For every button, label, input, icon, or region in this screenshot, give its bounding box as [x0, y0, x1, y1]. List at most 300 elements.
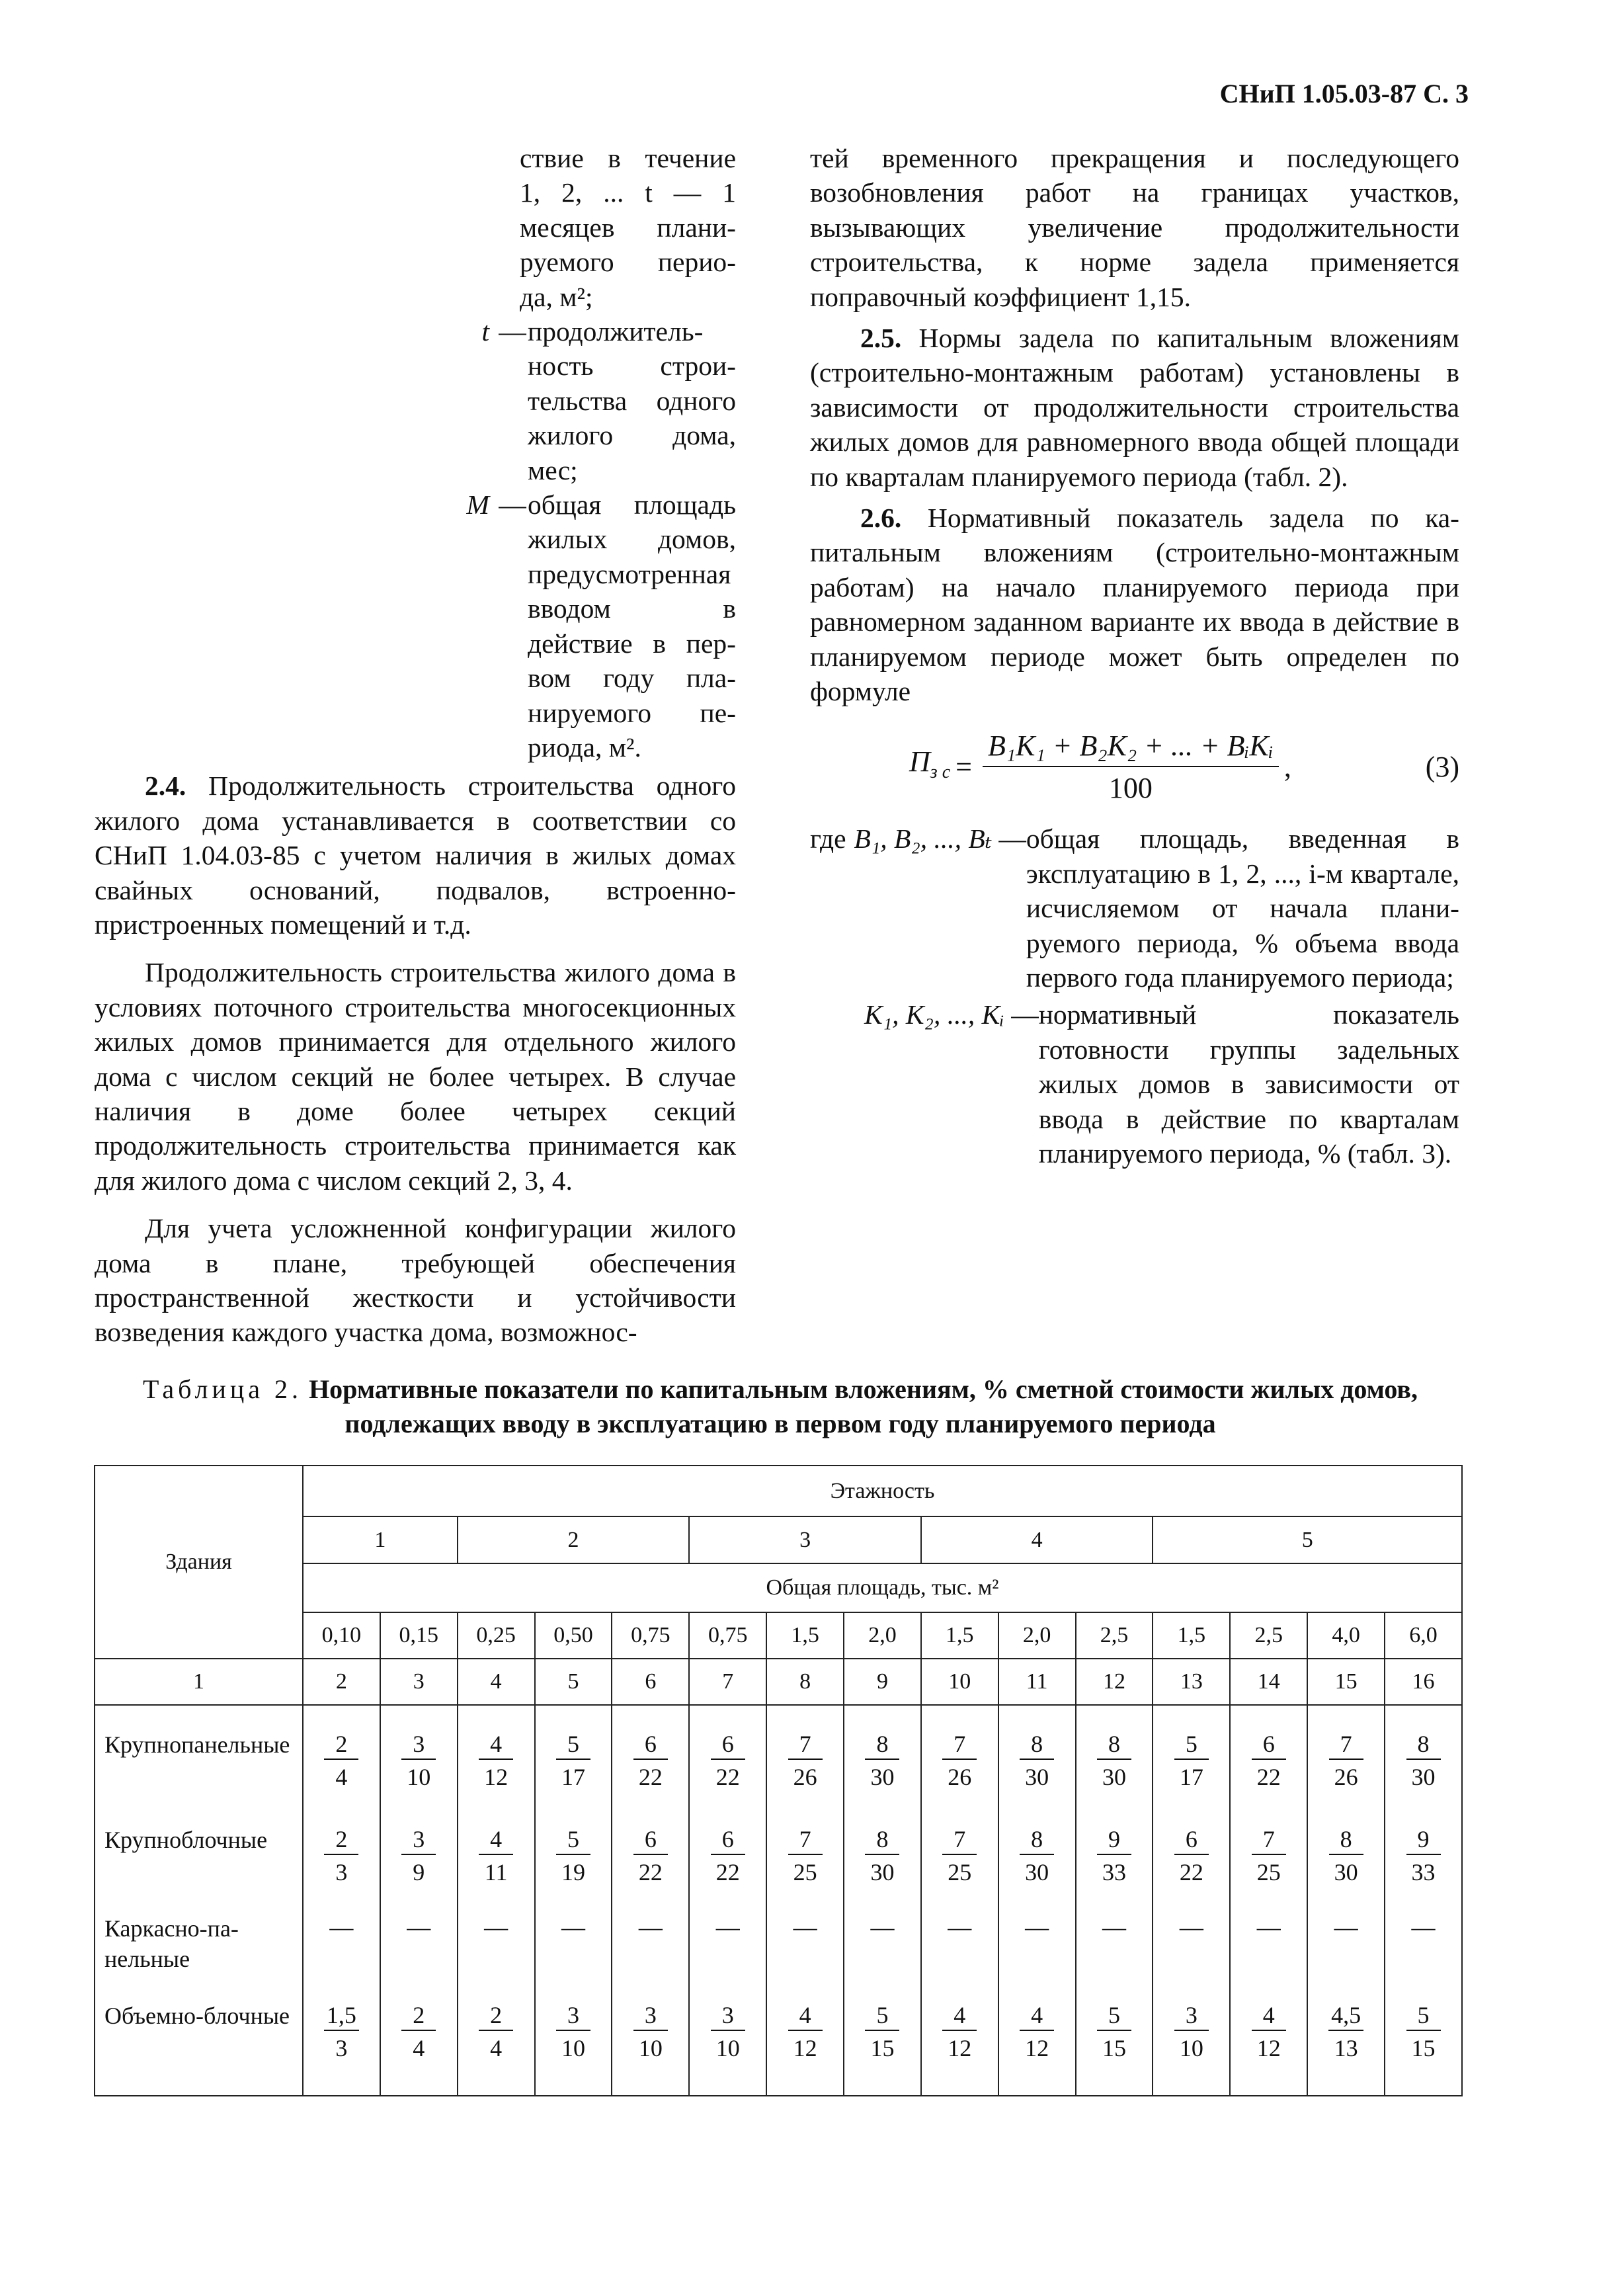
fraction [711, 2001, 745, 2063]
table-cell [1230, 1977, 1307, 2096]
dash-value: — [1411, 1914, 1436, 1941]
area-value: 0,10 [303, 1612, 380, 1659]
fraction-denominator: 33 [1102, 1858, 1127, 1885]
column-number: 14 [1230, 1659, 1307, 1705]
fraction-numerator: 7 [788, 1825, 823, 1855]
dash-value: — [1179, 1914, 1203, 1941]
fraction-denominator: 13 [1334, 2035, 1358, 2062]
fraction-denominator: 4 [335, 1764, 348, 1791]
fraction-numerator: 3 [711, 2001, 745, 2031]
table-cell [1076, 1977, 1153, 2096]
table-cell [1385, 1889, 1462, 1977]
variable-continuation [520, 141, 736, 314]
fraction-numerator: 9 [1406, 1825, 1441, 1855]
dash-value: — [561, 1914, 585, 1941]
table-cell [458, 1889, 535, 1977]
paragraph-configuration: Для учета усложненной конфигурации жилого дома в плане, требующей обеспечения пространственной жесткости и устойчивости возведения каждого участка дома, возможнос- [95, 1213, 736, 1348]
formula-lhs: $П_{з с}$ [909, 745, 951, 782]
paragraph-text: Нормативный показатель задела по капитальным вложениям (строительно-монтажным работам) на начало планируемого периода при равномерном заданном варианте их ввода в действие в планируемом периоде может быть определен по формуле [810, 503, 1459, 707]
clause-number: 2.4. [145, 770, 186, 802]
fraction-numerator: 7 [1329, 1729, 1363, 1760]
table-cell [844, 1801, 921, 1889]
fraction-numerator: 5 [1097, 2001, 1131, 2031]
fraction-numerator: 6 [633, 1825, 668, 1855]
table-cell [1076, 1889, 1153, 1977]
fraction-denominator: 30 [1334, 1858, 1358, 1885]
fraction [1329, 1825, 1363, 1887]
dash-value: — [1102, 1914, 1127, 1941]
table-cell [1230, 1801, 1307, 1889]
dash-value: — [1334, 1914, 1358, 1941]
area-value: 1,5 [766, 1612, 844, 1659]
dash-value: — [948, 1914, 972, 1941]
area-value: 0,75 [612, 1612, 689, 1659]
fraction [788, 1729, 823, 1792]
variable-symbol: t [481, 316, 489, 347]
table-cell [1076, 1705, 1153, 1801]
fraction [1097, 1729, 1131, 1792]
dash-value: — [793, 1914, 817, 1941]
paragraph-text: Нормы задела по капитальным вложениям (строительно-монтажным работам) установлены в зависимости от продолжительности строительства жилых домов для равномерного ввода общей площади по кварталам планируемого периода (табл. 2). [810, 323, 1460, 492]
cont-line: ствие в течение [520, 143, 736, 173]
where-k [810, 997, 1459, 1171]
table-cell [1076, 1801, 1153, 1889]
building-type: Каркасно-панельные [95, 1889, 303, 1977]
table-caption [93, 1372, 1468, 1441]
column-number: 13 [1153, 1659, 1230, 1705]
em-dash: — [499, 316, 526, 347]
table-cell [1307, 1705, 1385, 1801]
fraction [1020, 1729, 1054, 1792]
fraction [865, 1825, 899, 1887]
area-value: 4,0 [1307, 1612, 1385, 1659]
table-cell [921, 1889, 998, 1977]
left-column [95, 141, 736, 1350]
table-cell [1230, 1889, 1307, 1977]
fraction-numerator: 8 [1329, 1825, 1363, 1855]
fraction [556, 1729, 590, 1792]
fraction-numerator: 2 [479, 2001, 513, 2031]
fraction-numerator: 4,5 [1328, 2001, 1363, 2031]
clause-number: 2.5. [860, 323, 902, 354]
table-row [95, 1977, 1462, 2096]
table-cell [380, 1801, 458, 1889]
right-column [810, 141, 1459, 1171]
table-cell [303, 1705, 380, 1801]
fraction-numerator: 8 [865, 1825, 899, 1855]
formula-denominator: 100 [1108, 771, 1153, 804]
where-symbol: B₁, B₂, ..., Bₜ — [854, 823, 1026, 854]
column-number: 10 [921, 1659, 998, 1705]
fraction-numerator: 4 [1020, 2001, 1054, 2031]
fraction-denominator: 12 [484, 1764, 508, 1791]
fraction-numerator: 4 [479, 1729, 513, 1760]
fraction [324, 1825, 358, 1887]
fraction [324, 2001, 359, 2063]
fraction-denominator: 10 [1179, 2035, 1203, 2062]
table-caption-line-2 [93, 1407, 1468, 1441]
fraction-denominator: 3 [335, 2035, 348, 2062]
table-cell [921, 1801, 998, 1889]
column-number: 11 [998, 1659, 1076, 1705]
fraction-denominator: 22 [1179, 1858, 1203, 1885]
fraction [1097, 2001, 1131, 2063]
fraction-numerator: 5 [556, 1825, 590, 1855]
dash-value: — [638, 1914, 663, 1941]
storey-value: 4 [921, 1516, 1153, 1563]
header-storeys: Этажность [303, 1466, 1462, 1516]
cont-line: месяцев плани- [520, 212, 736, 243]
fraction-numerator: 7 [942, 1825, 977, 1855]
table-cell [380, 1705, 458, 1801]
building-type: Объемно-блочные [95, 1977, 303, 2096]
area-value: 6,0 [1385, 1612, 1462, 1659]
fraction-numerator: 8 [1097, 1729, 1131, 1760]
column-numbers-row [95, 1659, 1462, 1705]
fraction-numerator: 5 [556, 1729, 590, 1760]
fraction-denominator: 26 [1334, 1764, 1358, 1791]
area-value: 0,75 [689, 1612, 766, 1659]
fraction-numerator: 8 [865, 1729, 899, 1760]
fraction [556, 2001, 590, 2063]
variable-symbol: M [466, 489, 489, 520]
fraction-numerator: 3 [401, 1825, 436, 1855]
table-cell [535, 1977, 612, 2096]
fraction [1252, 1729, 1286, 1792]
cont-line: да, м²; [520, 281, 593, 312]
area-value: 2,5 [1230, 1612, 1307, 1659]
fraction [1406, 1825, 1441, 1887]
fraction-denominator: 22 [1256, 1764, 1281, 1791]
fraction-denominator: 22 [638, 1858, 663, 1885]
fraction-denominator: 12 [948, 2035, 972, 2062]
clause-number: 2.6. [860, 503, 902, 534]
fraction-denominator: 30 [1102, 1764, 1127, 1791]
fraction-denominator: 15 [1411, 2035, 1436, 2062]
fraction [1174, 1729, 1209, 1792]
fraction-denominator: 4 [413, 2035, 425, 2062]
fraction [1020, 2001, 1054, 2063]
fraction-denominator: 15 [870, 2035, 895, 2062]
area-value: 2,0 [844, 1612, 921, 1659]
table-cell [458, 1801, 535, 1889]
fraction-numerator: 3 [556, 2001, 590, 2031]
fraction-denominator: 10 [715, 2035, 740, 2062]
formula-number: (3) [1425, 750, 1459, 783]
fraction-denominator: 22 [715, 1858, 740, 1885]
fraction [479, 1825, 513, 1887]
table-cell [303, 1977, 380, 2096]
cont-line: руемого перио- [520, 247, 736, 278]
table-cell [1385, 1801, 1462, 1889]
fraction [711, 1825, 745, 1887]
column-number: 12 [1076, 1659, 1153, 1705]
where-word: где [810, 823, 846, 854]
fraction [865, 1729, 899, 1792]
column-number: 2 [303, 1659, 380, 1705]
table-cell [1153, 1977, 1230, 2096]
fraction-denominator: 25 [1256, 1858, 1281, 1885]
fraction-denominator: 10 [561, 2035, 585, 2062]
fraction-denominator: 11 [484, 1858, 508, 1885]
fraction [633, 2001, 668, 2063]
fraction-denominator: 10 [407, 1764, 431, 1791]
column-number: 5 [535, 1659, 612, 1705]
table-cell [689, 1889, 766, 1977]
column-number: 15 [1307, 1659, 1385, 1705]
table-cell [998, 1705, 1076, 1801]
fraction [1097, 1825, 1131, 1887]
fraction-denominator: 30 [1025, 1858, 1049, 1885]
fraction-denominator: 22 [715, 1764, 740, 1791]
column-number: 7 [689, 1659, 766, 1705]
fraction-denominator: 10 [638, 2035, 663, 2062]
fraction [1329, 1729, 1363, 1792]
table-cell [844, 1977, 921, 2096]
table-cell [1385, 1977, 1462, 2096]
variable-description: общая площадь жилых домов, предусмотренная вводом в действие в первом году планируемого периода, м². [528, 489, 736, 763]
fraction-numerator: 8 [1020, 1825, 1054, 1855]
paragraph-duration: Продолжительность строительства жилого дома в условиях поточного строительства многосекционных жилых домов принимается для отдельного жилого дома с числом секций не более четырех. В случае наличия в доме более четырех секций продолжительность строительства принимается как для жилого дома с числом секций 2, 3, 4. [95, 957, 736, 1196]
table-cell [921, 1977, 998, 2096]
fraction-denominator: 12 [1256, 2035, 1281, 2062]
table-cell [612, 1801, 689, 1889]
fraction [788, 1825, 823, 1887]
fraction-numerator: 6 [633, 1729, 668, 1760]
table-cell [612, 1705, 689, 1801]
fraction-numerator: 2 [324, 1825, 358, 1855]
storey-value: 2 [458, 1516, 690, 1563]
fraction-denominator: 19 [561, 1858, 585, 1885]
fraction [788, 2001, 823, 2063]
fraction-numerator: 7 [1252, 1825, 1286, 1855]
fraction-numerator: 2 [401, 2001, 436, 2031]
cont-line: 1, 2, ... t — 1 [520, 177, 736, 208]
table-title-cont: подлежащих вводу в эксплуатацию в первом году планируемого периода [345, 1409, 1216, 1438]
fraction [401, 1825, 436, 1887]
formula-comma: , [1283, 750, 1291, 783]
table-title: Нормативные показатели по капитальным вложениям, % сметной стоимости жилых домов, [309, 1374, 1418, 1404]
fraction [556, 1825, 590, 1887]
fraction-numerator: 5 [865, 2001, 899, 2031]
fraction-denominator: 3 [335, 1858, 348, 1885]
fraction-numerator: 4 [942, 2001, 977, 2031]
paragraph-2-4 [95, 768, 736, 942]
table-cell [1385, 1705, 1462, 1801]
column-number: 16 [1385, 1659, 1462, 1705]
table-row [95, 1705, 1462, 1801]
storey-value: 1 [303, 1516, 458, 1563]
fraction [479, 1729, 513, 1792]
table-cell [1153, 1705, 1230, 1801]
table-label: Таблица 2. [142, 1374, 303, 1404]
fraction [1252, 1825, 1286, 1887]
fraction-numerator: 9 [1097, 1825, 1131, 1855]
table-cell [844, 1705, 921, 1801]
table-row [95, 1801, 1462, 1889]
table-cell [535, 1889, 612, 1977]
paragraph-text: Продолжительность строительства одного жилого дома устанавливается в соответствии со СНиП 1.04.03-85 с учетом наличия в жилых домах свайных оснований, подвалов, встроенно-пристроенных помещений и т.д. [95, 770, 737, 940]
table-cell [766, 1801, 844, 1889]
table-cell [380, 1977, 458, 2096]
fraction [865, 2001, 899, 2063]
building-type: Крупноблочные [95, 1801, 303, 1889]
page-header: СНиП 1.05.03-87 С. 3 [1219, 79, 1469, 108]
fraction-numerator: 4 [788, 2001, 823, 2031]
where-description: нормативный показатель готовности группы задельных жилых домов в зависимости от ввода в действие по кварталам планируемого периода, % (табл. 3). [1038, 999, 1459, 1169]
dash-value: — [715, 1914, 740, 1941]
fraction-denominator: 9 [413, 1858, 425, 1885]
fraction [479, 2001, 513, 2063]
fraction [1406, 2001, 1441, 2063]
fraction-numerator: 3 [401, 1729, 436, 1760]
area-value: 0,50 [535, 1612, 612, 1659]
fraction-denominator: 17 [1179, 1764, 1203, 1791]
table-cell [998, 1801, 1076, 1889]
fraction-denominator: 30 [870, 1858, 895, 1885]
area-value: 1,5 [1153, 1612, 1230, 1659]
fraction [1174, 1825, 1209, 1887]
fraction [324, 1729, 358, 1792]
fraction-denominator: 25 [948, 1858, 972, 1885]
fraction-denominator: 33 [1411, 1858, 1436, 1885]
header-buildings: Здания [95, 1466, 303, 1659]
dash-value: — [870, 1914, 895, 1941]
table-cell [1153, 1801, 1230, 1889]
column-number: 8 [766, 1659, 844, 1705]
norms-table [94, 1465, 1463, 2096]
fraction-numerator: 2 [324, 1729, 358, 1760]
table-cell [1230, 1705, 1307, 1801]
table-cell [689, 1801, 766, 1889]
table-cell [766, 1705, 844, 1801]
storey-value: 5 [1153, 1516, 1462, 1563]
table-cell [689, 1705, 766, 1801]
fraction [711, 1729, 745, 1792]
column-number: 6 [612, 1659, 689, 1705]
fraction [942, 1825, 977, 1887]
table-cell [766, 1977, 844, 2096]
dash-value: — [1256, 1914, 1281, 1941]
column-number: 4 [458, 1659, 535, 1705]
header-row-storeys [95, 1466, 1462, 1516]
table-cell [612, 1889, 689, 1977]
fraction-denominator: 26 [793, 1764, 817, 1791]
paragraph-continuation: тей временного прекращения и последующего возобновления работ на границах участков, вызывающих увеличение продолжительности строительства, к норме задела применяется поправочный коэффициент 1,15. [810, 143, 1459, 312]
fraction [401, 1729, 436, 1792]
table-cell [1307, 1977, 1385, 2096]
fraction [942, 1729, 977, 1792]
fraction-numerator: 6 [1252, 1729, 1286, 1760]
table-cell [535, 1801, 612, 1889]
fraction-numerator: 5 [1406, 2001, 1441, 2031]
fraction-numerator: 4 [1252, 2001, 1286, 2031]
area-value: 1,5 [921, 1612, 998, 1659]
fraction-denominator: 25 [793, 1858, 817, 1885]
column-number: 1 [95, 1659, 303, 1705]
building-type: Крупнопанельные [95, 1705, 303, 1801]
table-cell [1307, 1801, 1385, 1889]
fraction [942, 2001, 977, 2063]
table-cell [458, 1977, 535, 2096]
table-cell [535, 1705, 612, 1801]
fraction-numerator: 3 [1174, 2001, 1209, 2031]
where-symbol: K₁, K₂, ..., Kᵢ — [864, 999, 1039, 1030]
table-cell [303, 1801, 380, 1889]
fraction [1406, 1729, 1441, 1792]
fraction-numerator: 8 [1020, 1729, 1054, 1760]
area-value: 0,25 [458, 1612, 535, 1659]
table-cell [380, 1889, 458, 1977]
table-cell [689, 1977, 766, 2096]
fraction-numerator: 8 [1406, 1729, 1441, 1760]
fraction-denominator: 17 [561, 1764, 585, 1791]
fraction-denominator: 15 [1102, 2035, 1127, 2062]
fraction-denominator: 30 [870, 1764, 895, 1791]
table-cell [998, 1977, 1076, 2096]
fraction [401, 2001, 436, 2063]
where-b [810, 821, 1459, 995]
equals-sign: = [955, 750, 972, 783]
fraction-denominator: 12 [793, 2035, 817, 2062]
fraction-numerator: 6 [1174, 1825, 1209, 1855]
table-body [95, 1466, 1462, 2096]
column-number: 3 [380, 1659, 458, 1705]
fraction-denominator: 4 [490, 2035, 503, 2062]
fraction [1020, 1825, 1054, 1887]
table-cell [998, 1889, 1076, 1977]
area-value: 2,5 [1076, 1612, 1153, 1659]
table-cell [1153, 1889, 1230, 1977]
fraction [1174, 2001, 1209, 2063]
table-cell [458, 1705, 535, 1801]
area-value: 0,15 [380, 1612, 458, 1659]
fraction [633, 1825, 668, 1887]
fraction-numerator: 7 [942, 1729, 977, 1760]
fraction-denominator: 30 [1025, 1764, 1049, 1791]
storey-value: 3 [689, 1516, 921, 1563]
dash-value: — [484, 1914, 508, 1941]
table-cell [303, 1889, 380, 1977]
em-dash: — [499, 489, 526, 520]
fraction-denominator: 12 [1025, 2035, 1049, 2062]
table-row [95, 1889, 1462, 1977]
table-cell [612, 1977, 689, 2096]
fraction [633, 1729, 668, 1792]
fraction [1252, 2001, 1286, 2063]
fraction-numerator: 5 [1174, 1729, 1209, 1760]
paragraph-2-6 [810, 501, 1459, 708]
paragraph-2-5 [810, 321, 1459, 494]
dash-value: — [1025, 1914, 1049, 1941]
where-description: общая площадь, введенная в эксплуатацию в 1, 2, ..., i-м квартале, исчисляемом от начала планируемого периода, % объема ввода первого года планируемого периода; [1026, 823, 1459, 993]
variable-t [415, 314, 736, 487]
fraction-numerator: 6 [711, 1729, 745, 1760]
fraction-numerator: 3 [633, 2001, 668, 2031]
header-area-label: Общая площадь, тыс. м² [303, 1563, 1462, 1612]
fraction-numerator: 1,5 [324, 2001, 359, 2031]
fraction-denominator: 22 [638, 1764, 663, 1791]
formula-fraction [983, 729, 1279, 806]
table-caption-line-1 [93, 1372, 1468, 1407]
formula-numerator: B₁K₁ + B₂K₂ + ... + BᵢKᵢ [983, 729, 1279, 767]
table-cell [921, 1705, 998, 1801]
dash-value: — [407, 1914, 431, 1941]
table-cell [766, 1889, 844, 1977]
fraction-denominator: 26 [948, 1764, 972, 1791]
fraction [1328, 2001, 1363, 2063]
variable-description: продолжительность строительства одного жилого дома, мес; [528, 316, 736, 485]
